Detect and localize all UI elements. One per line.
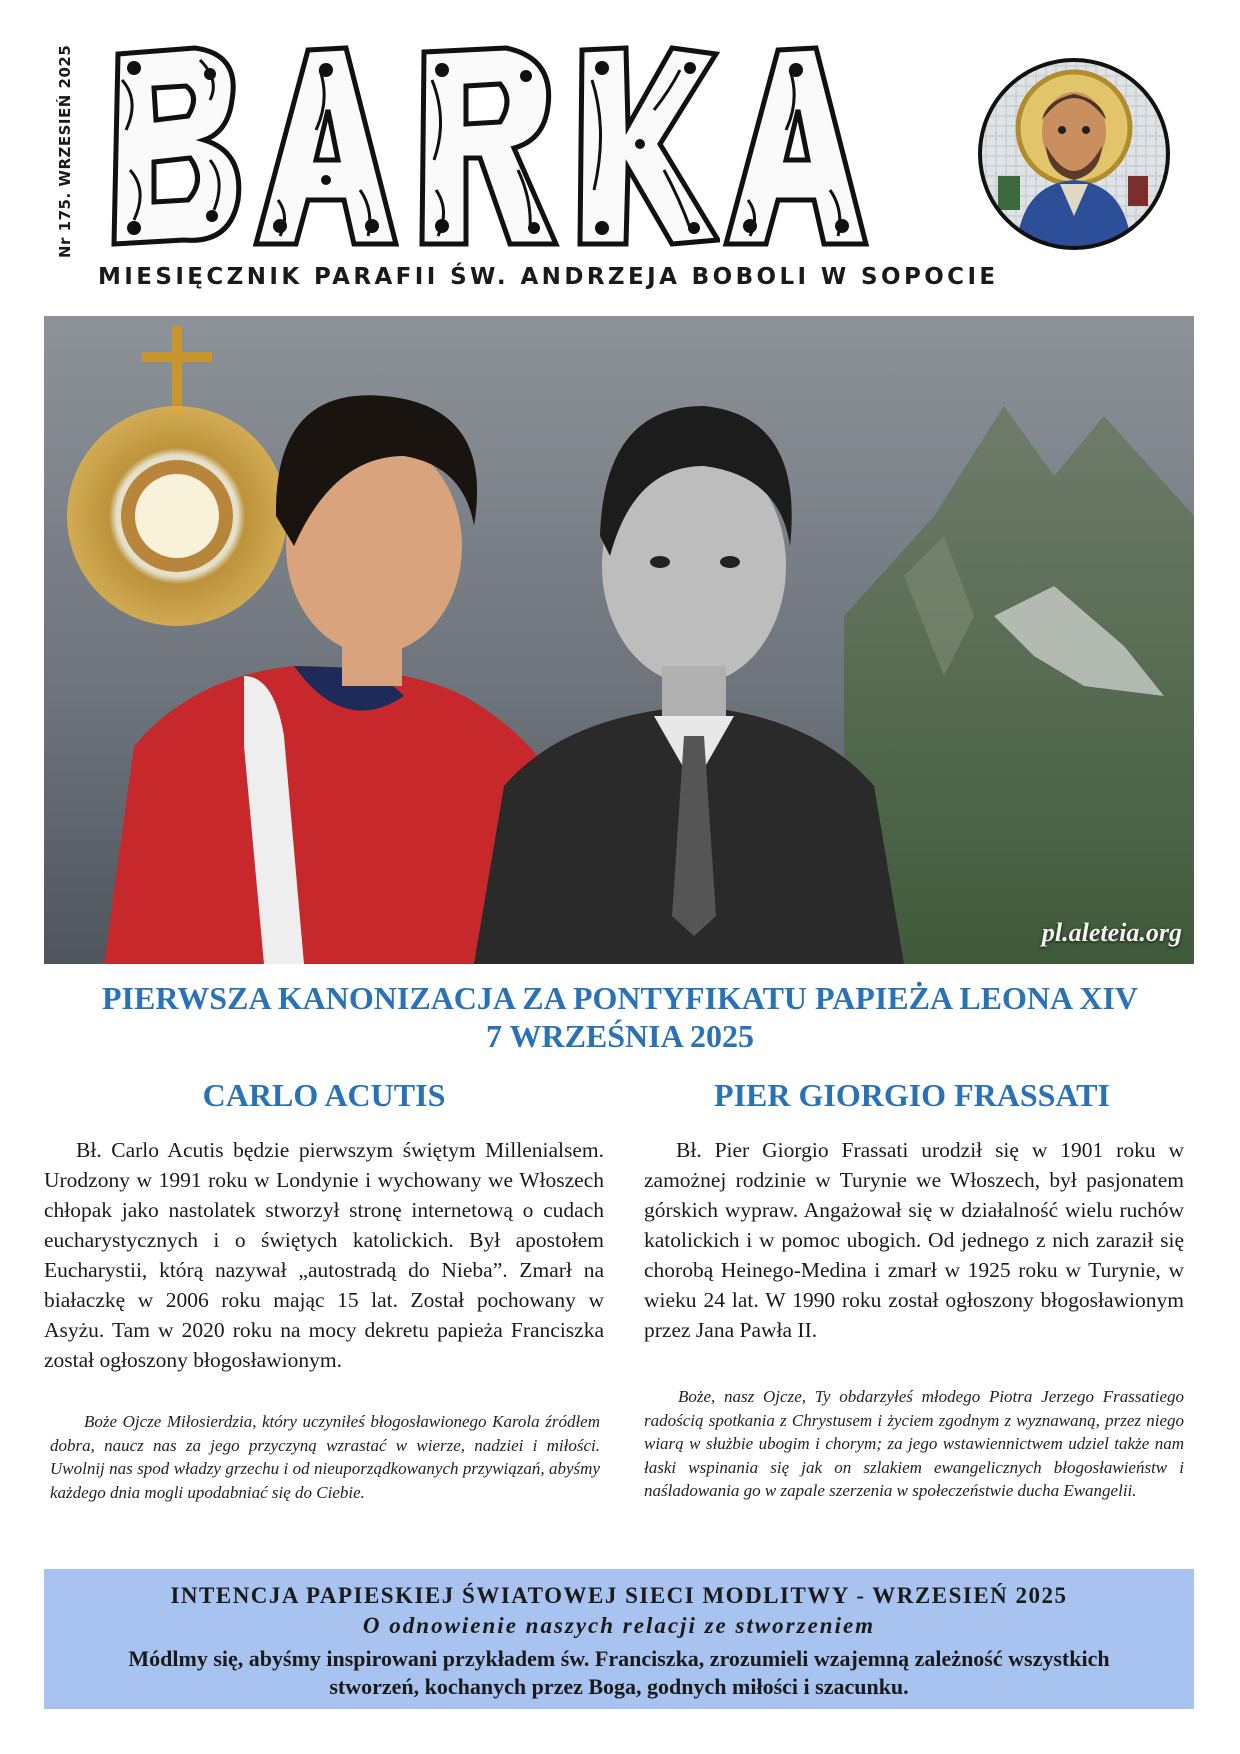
intention-body: Módlmy się, abyśmy inspirowani przykładem św. Franciszka, zrozumieli wzajemną zależność wszystkich stworzeń, kochanych przez Boga, godnych miłości i szacunku. [128,1646,1110,1699]
left-column-body: Bł. Carlo Acutis będzie pierwszym świętym Millenialsem. Urodzony w 1991 roku w Londynie i wychowany we Włoszech chłopak jako nastolatek stworzył stronę internetową o cudach eucharystycznych i o świętych katolickich. Był apostołem Eucharystii, którą nazywał „autostradą do Nieba”. Zmarł na białaczkę w 2006 roku mając 15 lat. Został pochowany w Asyżu. Tam w 2020 roku na mocy dekretu papieża Franciszka został ogłoszony błogosławionym. [44,1138,604,1372]
intention-title: INTENCJA PAPIESKIEJ ŚWIATOWEJ SIECI MODLITWY - WRZESIEŃ 2025 [170,1583,1068,1608]
headline-date: 7 WRZEŚNIA 2025 [486,1018,754,1054]
right-column-title: PIER GIORGIO FRASSATI [714,1077,1110,1113]
wood-letter-icon [100,40,250,250]
left-column-title: CARLO ACUTIS [202,1077,446,1113]
left-column-prayer: Boże Ojcze Miłosierdzia, który uczyniłeś błogosławionego Karola źródłem dobra, naucz nas za jego przyczyną wzrastać w wierze, nadziei i miłości. Uwolnij nas spod władzy grzechu i od nieuporządkowanych przywiązań, abyśmy każdego dnia mogli upodabniać się do Ciebie. [50,1412,600,1502]
issue-number [48,44,82,258]
right-column-prayer: Boże, nasz Ojcze, Ty obdarzyłeś młodego Piotra Jerzego Frassatiego radością spotkania z Chrystusem i życiem zgodnym z wyznawaną, przez niego wiarą w służbie ubogim i chorym; za jego wstawiennictwem udziel także nam łaski wspinania się jak on szlakiem ewangelicznych błogosławieństw i naśladowania go w zapale szerzenia w społeczeństwie ducha Ewangelii. [644,1387,1184,1500]
main-headline: PIERWSZA KANONIZACJA ZA PONTYFIKATU PAPIEŻA LEONA XIV [101,980,1139,1016]
saint-mosaic-medallion [976,56,1172,252]
saints-collage-icon [44,316,1194,964]
wood-letter-icon [720,40,870,250]
masthead-letter-a [250,40,400,250]
masthead-letter-a2 [720,40,870,250]
prayer-intention-box [44,1569,1194,1709]
issue-label: Nr 175. WRZESIEŃ 2025 [56,44,74,258]
wood-letter-icon [250,40,400,250]
masthead-letter-b [100,40,250,250]
photo-credit: pl.aleteia.org [1041,918,1182,947]
masthead-letter-r [410,40,560,250]
masthead-subtitle: MIESIĘCZNIK PARAFII ŚW. ANDRZEJA BOBOLI W SOPOCIE [98,264,999,290]
masthead-logo [100,40,950,250]
masthead-letter-k [570,40,720,250]
hero-collage-image [44,316,1194,964]
mosaic-portrait-icon [976,56,1172,252]
wood-letter-icon [570,40,720,250]
intention-subtitle: O odnowienie naszych relacji ze stworzeniem [362,1613,876,1638]
wood-letter-icon [410,40,560,250]
right-column-body: Bł. Pier Giorgio Frassati urodził się w 1901 roku w zamożnej rodzinie w Turynie we Włoszech, był pasjonatem górskich wypraw. Angażował się w działalność wielu ruchów katolickich i w pomoc ubogich. Od jednego z nich zaraził się chorobą Heinego-Medina i zmarł w 1925 roku w Turynie, w wieku 24 lat. W 1990 roku został ogłoszony błogosławionym przez Jana Pawła II. [644,1138,1184,1342]
